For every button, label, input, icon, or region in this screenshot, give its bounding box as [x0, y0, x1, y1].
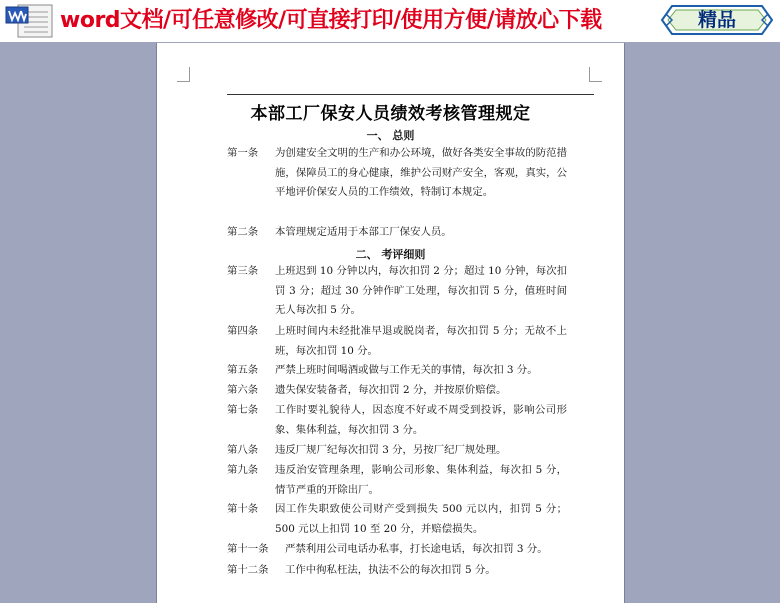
badge-label: 精品 [697, 9, 736, 31]
article-1 [227, 144, 567, 203]
article-8 [227, 441, 567, 461]
article-label: 第十二条 [227, 564, 269, 576]
word-document-icon [4, 3, 56, 39]
article-label: 第四条 [227, 325, 259, 337]
article-label: 第七条 [227, 404, 259, 416]
article-label: 第八条 [227, 444, 259, 456]
article-7 [227, 401, 567, 440]
article-text: 为创建安全文明的生产和办公环境，做好各类安全事故的防范措施，保障员工的身心健康，维护公司财产安全，客观，真实，公平地评价保安人员的工作绩效，特制订本规定。 [275, 147, 567, 198]
document-title: 本部工厂保安人员绩效考核管理规定 [250, 104, 531, 124]
article-text: 工作中徇私枉法，执法不公的每次扣罚 5 分。 [285, 564, 496, 576]
article-text: 遗失保安装备者，每次扣罚 2 分，并按原价赔偿。 [275, 384, 507, 396]
article-12 [227, 561, 567, 581]
article-6 [227, 381, 567, 401]
section-heading-general: 一、 总则 [366, 129, 415, 142]
article-text: 违反治安管理条理，影响公司形象、集体利益，每次扣 5 分，情节严重的开除出厂。 [275, 464, 567, 496]
article-10 [227, 500, 567, 539]
article-3 [227, 262, 567, 321]
article-text: 因工作失职致使公司财产受到损失 500 元以内，扣罚 5 分；500 元以上扣罚 10 至 20 分，并赔偿损失。 [275, 503, 567, 535]
article-label: 第九条 [227, 464, 259, 476]
article-4 [227, 322, 567, 361]
article-text: 违反厂规厂纪每次扣罚 3 分，另按厂纪厂规处理。 [275, 444, 507, 456]
article-label: 第十条 [227, 503, 259, 515]
article-text: 严禁上班时间喝酒或做与工作无关的事情，每次扣 3 分。 [275, 364, 538, 376]
article-9 [227, 461, 567, 500]
article-2 [227, 223, 567, 243]
margin-corner-mark [589, 67, 602, 82]
header-rule [227, 94, 594, 95]
article-label: 第一条 [227, 147, 259, 159]
article-text: 严禁利用公司电话办私事，打长途电话，每次扣罚 3 分。 [285, 543, 548, 555]
quality-badge [660, 4, 774, 36]
article-label: 第六条 [227, 384, 259, 396]
document-page [157, 43, 624, 603]
article-text: 上班迟到 10 分钟以内，每次扣罚 2 分；超过 10 分钟，每次扣罚 3 分；超过 30 分钟作旷工处理，每次扣罚 5 分，值班时间无人每次扣 5 分。 [275, 265, 567, 316]
article-label: 第十一条 [227, 543, 269, 555]
article-label: 第二条 [227, 226, 259, 238]
top-banner [0, 0, 780, 42]
article-label: 第三条 [227, 265, 259, 277]
banner-title: word文档/可任意修改/可直接打印/使用方便/请放心下载 [60, 8, 602, 33]
section-heading-rules: 二、 考评细则 [355, 248, 426, 261]
article-label: 第五条 [227, 364, 259, 376]
article-11 [227, 540, 567, 560]
margin-corner-mark [177, 67, 190, 82]
article-text: 上班时间内未经批准早退或脱岗者，每次扣罚 5 分；无故不上班，每次扣罚 10 分。 [275, 325, 567, 357]
article-text: 本管理规定适用于本部工厂保安人员。 [275, 226, 452, 238]
article-5 [227, 361, 567, 381]
article-text: 工作时要礼貌待人，因态度不好或不周受到投诉，影响公司形象、集体利益，每次扣罚 3 分。 [275, 404, 567, 436]
